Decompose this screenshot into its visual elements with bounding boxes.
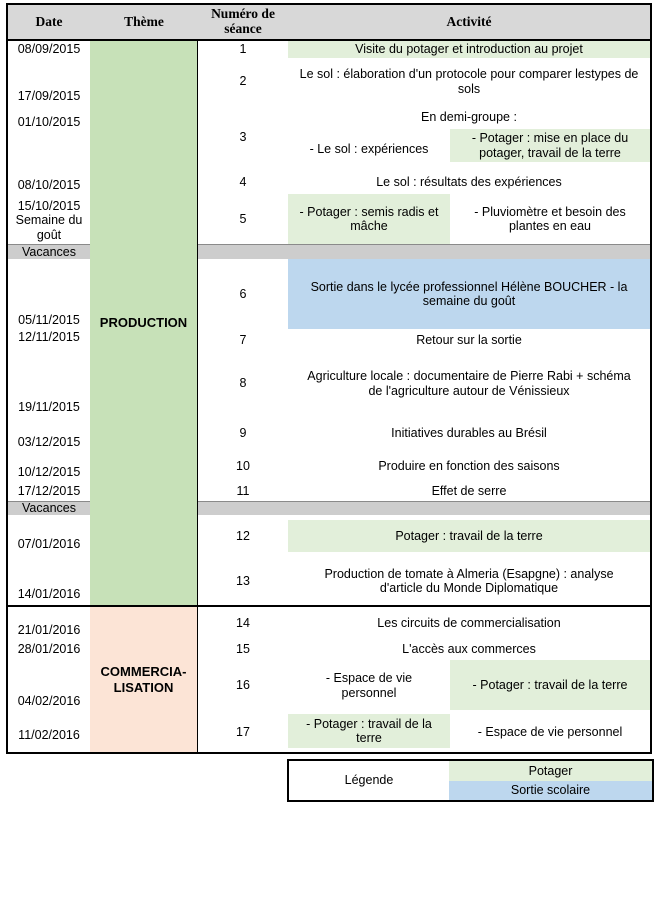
table-row <box>198 351 650 416</box>
activity-left-potager: - Potager : travail de la terre <box>288 714 450 748</box>
seance-cell: 16 <box>236 678 250 693</box>
seance-cell: 5 <box>239 211 247 226</box>
date-column <box>8 41 90 605</box>
table-row <box>198 170 650 194</box>
seance-cell: 2 <box>239 74 247 89</box>
activity-cell-sortie: Sortie dans le lycée professionnel Hélène BOUCHER - la semaine du goût <box>288 259 650 329</box>
activity-cell: Le sol : élaboration d'un protocole pour comparer lestypes de sols <box>299 67 639 96</box>
vacances-band <box>198 501 650 515</box>
activity-cell-potager: Potager : travail de la terre <box>288 520 650 552</box>
table-header-row <box>8 5 650 41</box>
date-cell: 08/09/2015 <box>17 42 81 56</box>
date-cell: 01/10/2015 <box>17 115 81 129</box>
date-cell: 17/09/2015 <box>17 88 81 103</box>
seance-cell: 8 <box>239 376 247 391</box>
date-cell: 03/12/2015 <box>17 434 81 449</box>
header-seance: Numéro de séance <box>211 6 275 36</box>
header-activite: Activité <box>446 13 492 29</box>
table-row <box>198 712 650 752</box>
date-cell: 19/11/2015 <box>18 399 80 414</box>
seance-cell: 3 <box>239 130 247 145</box>
activity-cell: L'accès aux commerces <box>402 641 536 656</box>
table-row <box>198 58 650 105</box>
activity-cell <box>288 105 650 170</box>
date-cell: 08/10/2015 <box>17 177 81 192</box>
activity-left-potager: - Potager : semis radis et mâche <box>288 194 450 244</box>
seance-cell: 15 <box>236 641 250 656</box>
seance-cell: 12 <box>236 528 250 543</box>
table-row <box>198 416 650 451</box>
table-row <box>198 639 650 659</box>
theme-label: PRODUCTION <box>99 314 188 330</box>
date-cell: 12/11/2015 <box>18 330 80 344</box>
legend-item-potager: Potager <box>449 761 652 781</box>
table-row <box>198 259 650 329</box>
seance-cell: 11 <box>236 483 250 498</box>
theme-label: COMMERCIA-LISATION <box>100 663 187 695</box>
vacances-cell: Vacances <box>8 501 90 515</box>
date-cell: 28/01/2016 <box>17 641 81 656</box>
date-cell: 15/10/2015 Semaine du goût <box>15 198 83 242</box>
theme-column-commercialisation <box>90 607 198 752</box>
rows-column <box>198 607 650 752</box>
table-row <box>198 659 650 712</box>
activity-right: - Espace de vie personnel <box>477 724 623 739</box>
table-row <box>198 557 650 605</box>
activity-right: - Pluviomètre et besoin des plantes en eau <box>474 204 626 233</box>
table-row <box>198 194 650 244</box>
seance-cell: 10 <box>236 458 250 473</box>
table-row <box>198 481 650 501</box>
activity-cell-potager: Visite du potager et introduction au projet <box>288 41 650 58</box>
vacances-row <box>198 501 650 515</box>
date-cell: 10/12/2015 <box>17 464 81 479</box>
header-date: Date <box>35 13 63 29</box>
activity-cell: Le sol : résultats des expériences <box>376 174 562 189</box>
table-row <box>198 105 650 170</box>
date-cell: 07/01/2016 <box>17 536 81 551</box>
vacances-cell: Vacances <box>8 244 90 259</box>
rows-column <box>198 41 650 605</box>
activity-cell: Les circuits de commercialisation <box>377 615 561 630</box>
date-column <box>8 607 90 752</box>
activity-left: - Le sol : expériences <box>309 142 429 157</box>
seance-cell: 7 <box>239 332 247 347</box>
section-production <box>8 41 650 605</box>
seance-cell: 17 <box>236 724 250 739</box>
table-row <box>198 41 650 58</box>
vacances-band <box>198 244 650 259</box>
activity-cell: Retour sur la sortie <box>416 332 522 347</box>
activity-right-potager: - Potager : mise en place du potager, travail de la terre <box>450 129 650 162</box>
date-cell: 17/12/2015 <box>17 483 81 498</box>
header-theme: Thème <box>124 13 164 29</box>
seance-cell: 6 <box>239 286 247 301</box>
table-row <box>198 607 650 639</box>
seance-cell: 13 <box>236 573 250 588</box>
seance-cell: 4 <box>239 174 247 189</box>
date-cell: 14/01/2016 <box>17 586 81 601</box>
date-cell: 11/02/2016 <box>18 727 80 742</box>
schedule-table <box>6 3 652 754</box>
date-cell: 21/01/2016 <box>17 622 81 637</box>
theme-column-production <box>90 41 198 605</box>
section-commercialisation <box>8 605 650 752</box>
seance-cell: 9 <box>239 426 247 441</box>
activity-right-potager: - Potager : travail de la terre <box>450 660 650 710</box>
table-row <box>198 329 650 351</box>
vacances-row <box>198 244 650 259</box>
activity-cell: Initiatives durables au Brésil <box>391 426 547 441</box>
date-cell: 04/02/2016 <box>17 693 81 708</box>
table-row <box>198 451 650 481</box>
table-row <box>198 515 650 557</box>
legend-item-sortie-scolaire: Sortie scolaire <box>449 781 652 801</box>
activity-cell: Effet de serre <box>431 483 507 498</box>
legend <box>287 759 654 802</box>
seance-cell: 14 <box>236 615 250 630</box>
activity-cell: Agriculture locale : documentaire de Pierre Rabi + schéma de l'agriculture autour de Vénissieux <box>307 369 631 398</box>
activity-cell: Produire en fonction des saisons <box>378 458 560 473</box>
activity-intro: En demi-groupe : <box>421 109 517 124</box>
activity-cell: Production de tomate à Almeria (Esapgne) : analyse d'article du Monde Diplomatique <box>324 566 614 595</box>
legend-label: Légende <box>344 773 394 788</box>
date-cell: 05/11/2015 <box>18 312 80 327</box>
seance-cell: 1 <box>239 42 247 57</box>
activity-left: - Espace de vie personnel <box>325 671 413 700</box>
